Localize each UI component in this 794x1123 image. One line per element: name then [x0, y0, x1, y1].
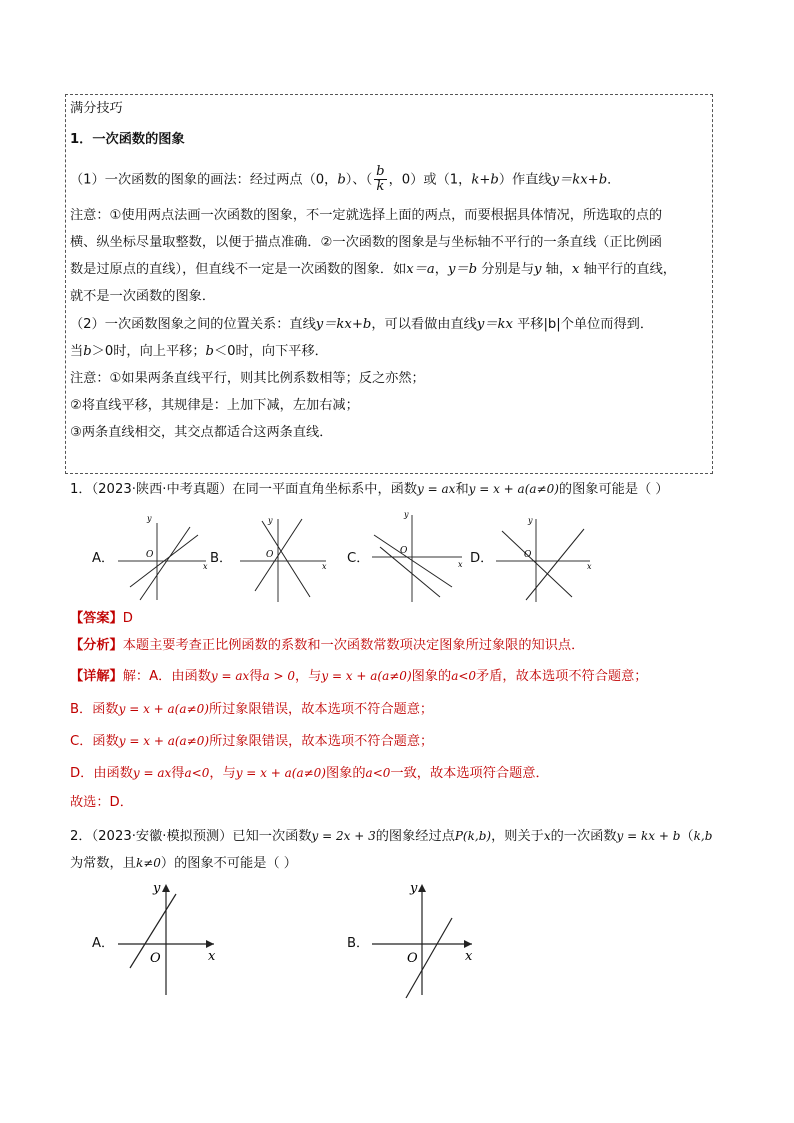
section1-heading: 1．一次函数的图象: [70, 132, 185, 147]
q1-options-graphs: [0, 505, 794, 605]
tips-box: [65, 94, 713, 474]
q1-answer: 【答案】D: [70, 611, 133, 626]
axis-label-y: y: [147, 514, 152, 523]
q1-graph-c[interactable]: [372, 510, 463, 602]
q2-stem-line2: 为常数，且k≠0）的图象不可能是（ ）: [70, 856, 297, 871]
q2-option-b[interactable]: B．: [347, 936, 370, 951]
q1-option-c[interactable]: C．: [347, 551, 370, 566]
q1-graph-a[interactable]: [118, 514, 208, 600]
q1-detail-b: B．函数y = x + a(a≠0)所过象限错误，故本选项不符合题意；: [70, 702, 434, 717]
origin-label: O: [266, 550, 274, 560]
axis-label-y: y: [268, 516, 273, 525]
axis-label-x: x: [458, 560, 463, 569]
q1-conclusion: 故选：D．: [70, 795, 133, 810]
axis-label-y: y: [404, 510, 409, 519]
fraction-b-over-k: $\frac{b}{k}$: [376, 164, 385, 194]
axis-label-x: x: [322, 562, 327, 571]
q1-option-a[interactable]: A．: [92, 551, 115, 566]
axis-label-x: x: [208, 949, 216, 964]
origin-label: O: [524, 550, 532, 560]
shift-line: 当b＞0时，向上平移；b＜0时，向下平移．: [70, 344, 328, 359]
q2-options-graphs: [0, 880, 794, 1000]
note1-line4: 就不是一次函数的图象．: [70, 289, 216, 304]
axis-label-y: y: [153, 881, 161, 896]
q2-option-a[interactable]: A．: [92, 936, 115, 951]
tips-title: 满分技巧: [70, 101, 123, 116]
drawing-method: （1）一次函数的图象的画法：经过两点（0，b）、（ $\frac{b}{k}$ ，0）或（1，k+b）作直线y＝kx+b．: [70, 164, 621, 194]
line-2: [140, 527, 190, 600]
q2-stem-line1: 2．（2023·安徽·模拟预测）已知一次函数y = 2x + 3的图象经过点P(k,b)，则关于x的一次函数y = kx + b（k,b: [70, 829, 713, 844]
origin-label: O: [400, 546, 408, 556]
q1-graph-b[interactable]: [240, 516, 327, 602]
origin-label: O: [146, 550, 154, 560]
origin-label: O: [407, 951, 418, 966]
note3: ②将直线平移，其规律是：上加下减，左加右减；: [70, 398, 359, 413]
q1-option-d[interactable]: D．: [470, 551, 494, 566]
axis-label-x: x: [203, 562, 208, 571]
q1-analysis: 【分析】本题主要考查正比例函数的系数和一次函数常数项决定图象所过象限的知识点．: [70, 638, 585, 653]
q2-graph-a[interactable]: [118, 881, 216, 995]
axis-label-y: y: [528, 516, 533, 525]
note1-line1: 注意：①使用两点法画一次函数的图象，不一定就选择上面的两点，而要根据具体情况，所选取的点的: [70, 208, 663, 223]
note1-line2: 横、纵坐标尽量取整数，以便于描点准确．②一次函数的图象是与坐标轴不平行的一条直线（正比例函: [70, 235, 663, 250]
note1-line3: 数是过原点的直线），但直线不一定是一次函数的图象．如x＝a，y＝b 分别是与y 轴，x 轴平行的直线，: [70, 262, 676, 277]
q1-detail-d: D．由函数y = ax得a<0，与y = x + a(a≠0)图象的a<0一致，故本选项符合题意．: [70, 766, 549, 781]
axis-label-x: x: [465, 949, 473, 964]
axis-label-y: y: [410, 881, 418, 896]
q1-detail-a: 【详解】解：A．由函数y = ax得a > 0，与y = x + a(a≠0)图象的a<0矛盾，故本选项不符合题意；: [70, 669, 648, 684]
q1-graph-d[interactable]: [496, 516, 592, 602]
relation-line: （2）一次函数图象之间的位置关系：直线y＝kx+b，可以看做由直线y＝kx 平移|b|个单位而得到．: [70, 317, 654, 332]
q1-option-b[interactable]: B．: [210, 551, 233, 566]
origin-label: O: [150, 951, 161, 966]
note2: 注意：①如果两条直线平行，则其比例系数相等；反之亦然；: [70, 371, 425, 386]
axis-label-x: x: [587, 562, 592, 571]
q1-detail-c: C．函数y = x + a(a≠0)所过象限错误，故本选项不符合题意；: [70, 734, 434, 749]
q2-graph-b[interactable]: [372, 881, 473, 998]
note4: ③两条直线相交，其交点都适合这两条直线．: [70, 425, 333, 440]
q1-stem: 1．（2023·陕西·中考真题）在同一平面直角坐标系中，函数y = ax和y = x + a(a≠0)的图象可能是（ ）: [70, 482, 669, 497]
